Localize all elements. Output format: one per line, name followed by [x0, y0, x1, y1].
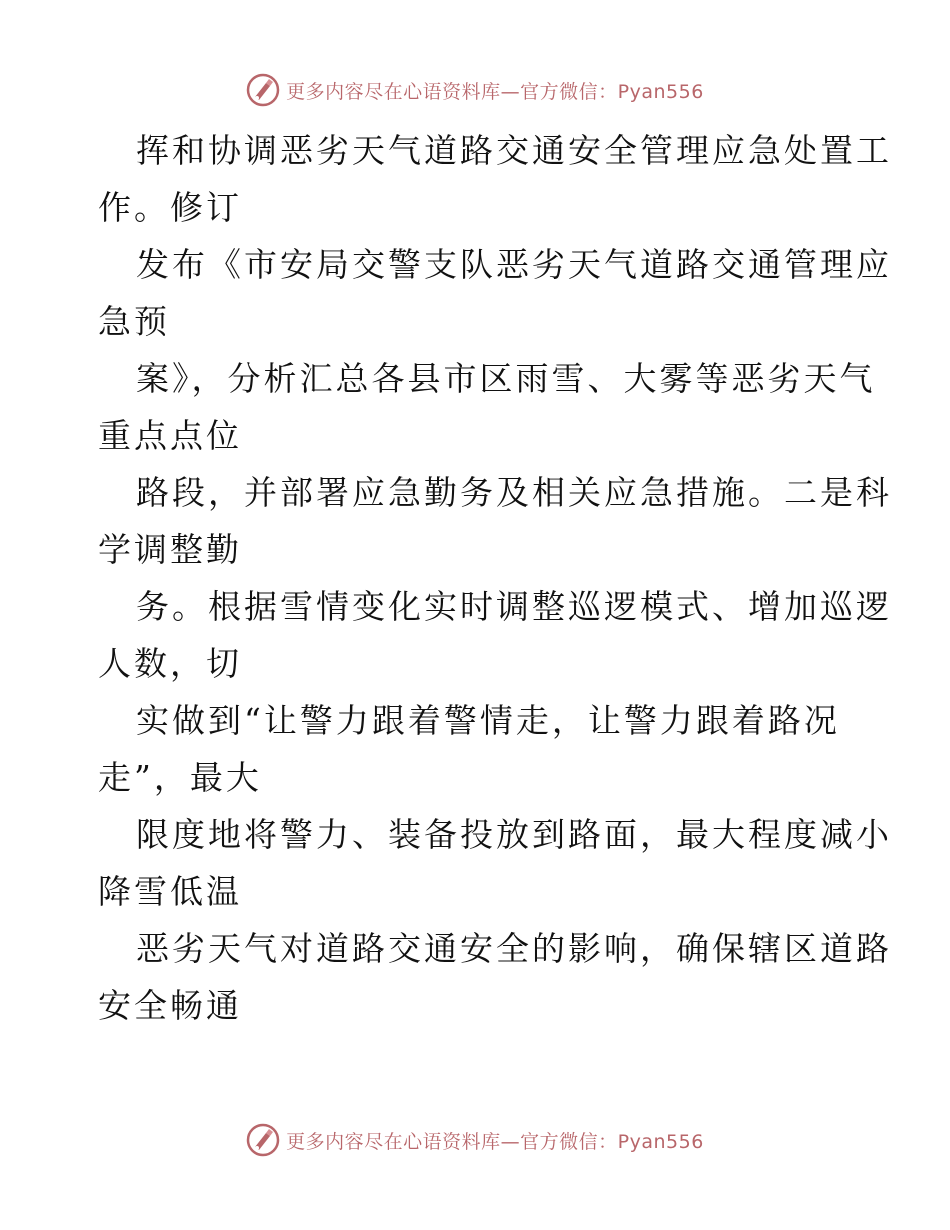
- body-line: 学调整勤: [98, 530, 242, 569]
- body-line: 重点点位: [98, 416, 242, 455]
- body-line: 人数，切: [98, 644, 242, 683]
- body-line: 挥和协调恶劣天气道路交通安全管理应急处置工: [136, 131, 892, 170]
- footer-banner: [0, 1120, 950, 1160]
- body-line: 路段，并部署应急勤务及相关应急措施。二是科: [136, 473, 892, 512]
- body-line: 恶劣天气对道路交通安全的影响，确保辖区道路: [136, 929, 892, 968]
- body-line: 案》，分析汇总各县市区雨雪、大雾等恶劣天气: [136, 359, 876, 398]
- body-line: 务。根据雪情变化实时调整巡逻模式、增加巡逻: [136, 587, 892, 626]
- body-line: 作。修订: [98, 188, 242, 227]
- body-line: 发布《市安局交警支队恶劣天气道路交通管理应: [136, 245, 892, 284]
- body-line: 安全畅通: [98, 986, 242, 1025]
- body-line: 降雪低温: [98, 872, 242, 911]
- header-banner: [0, 70, 950, 110]
- pen-seal-logo-icon: [246, 73, 280, 107]
- body-line: 急预: [98, 302, 170, 341]
- body-line: 限度地将警力、装备投放到路面，最大程度减小: [136, 815, 892, 854]
- document-body: [98, 122, 892, 1034]
- footer-banner-text: 更多内容尽在心语资料库—官方微信：Pyan556: [286, 1130, 704, 1153]
- pen-seal-logo-icon: [246, 1123, 280, 1157]
- body-line: 走”，最大: [98, 758, 262, 797]
- body-line: 实做到“让警力跟着警情走，让警力跟着路况: [136, 701, 840, 740]
- header-banner-text: 更多内容尽在心语资料库—官方微信：Pyan556: [286, 80, 704, 103]
